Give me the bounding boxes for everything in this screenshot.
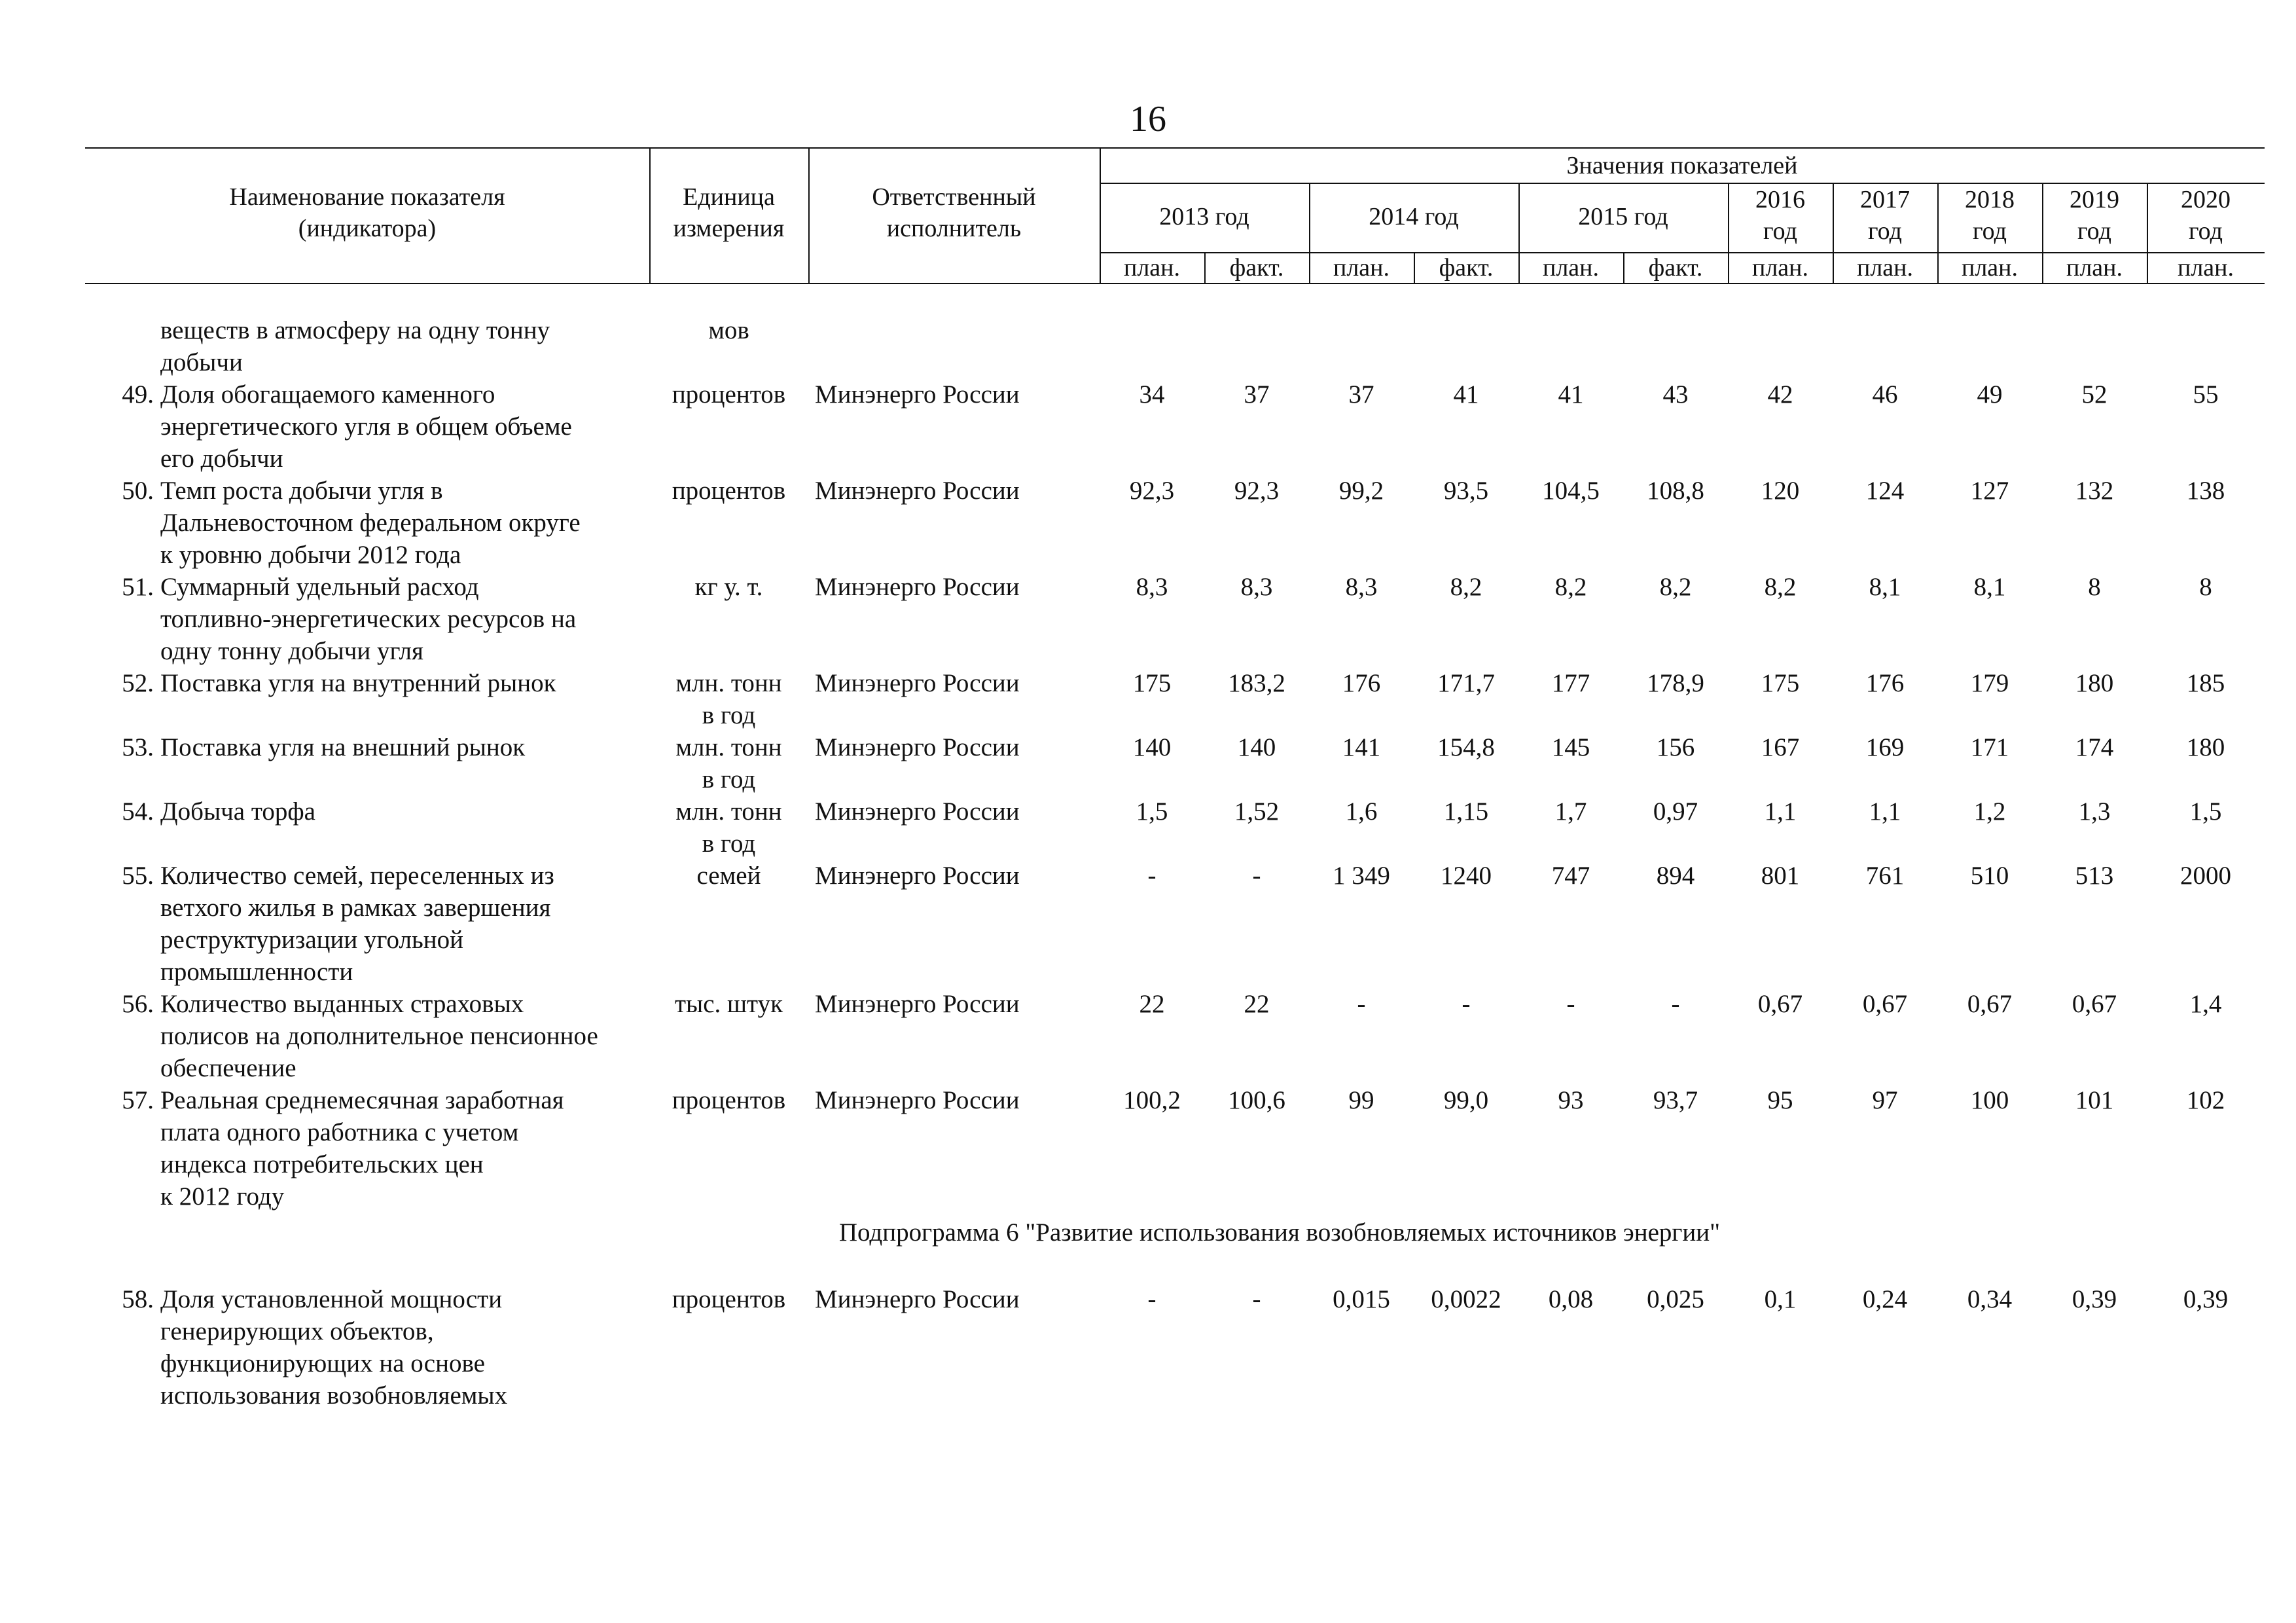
indicator-name — [160, 731, 645, 763]
responsible-executor: Минэнерго России — [815, 669, 1020, 697]
indicator-name-line: Количество семей, переселенных из — [160, 862, 554, 890]
value-cell: 183,2 — [1228, 669, 1285, 697]
unit-line: тыс. штук — [674, 990, 783, 1018]
sub-2015-plan: план. — [1542, 254, 1599, 282]
row-number: 55. — [122, 862, 154, 890]
value-cell: 92,3 — [1129, 477, 1175, 505]
value-cell: - — [1147, 862, 1157, 890]
row-number: 53. — [122, 733, 154, 761]
value-cell: 1,52 — [1234, 797, 1280, 826]
value-cell: 1,1 — [1764, 797, 1797, 826]
value-cell: 0,39 — [2183, 1285, 2229, 1313]
sub-2018-plan: план. — [1961, 254, 2018, 282]
header-year-2018: 2018 год — [1965, 186, 2015, 245]
responsible-executor: Минэнерго России — [815, 380, 1020, 409]
value-cell: 8,3 — [1240, 573, 1273, 601]
value-cell: 0,1 — [1764, 1285, 1797, 1313]
unit — [649, 731, 808, 795]
sub-2014-plan: план. — [1333, 254, 1390, 282]
value-cell: 1240 — [1441, 862, 1492, 890]
value-cell: 141 — [1342, 733, 1381, 761]
indicator-name-line: полисов на дополнительное пенсионное — [160, 1022, 598, 1050]
value-cell: 132 — [2075, 477, 2114, 505]
value-cell: 52 — [2081, 380, 2108, 409]
indicator-name-line: Суммарный удельный расход — [160, 573, 479, 601]
value-cell: 180 — [2186, 733, 2225, 761]
value-cell: 1,5 — [1136, 797, 1168, 826]
responsible-executor: Минэнерго России — [815, 573, 1020, 601]
value-cell: 8 — [2199, 573, 2212, 601]
value-cell: 176 — [1865, 669, 1905, 697]
value-cell: 175 — [1132, 669, 1172, 697]
unit — [649, 795, 808, 860]
indicator-name — [160, 475, 645, 571]
value-cell: 0,97 — [1653, 797, 1698, 826]
indicator-name-line: Дальневосточном федеральном округе — [160, 509, 581, 537]
continuation-name: веществ в атмосферу на одну тонну добычи — [160, 316, 550, 376]
value-cell: 41 — [1453, 380, 1479, 409]
value-cell: 513 — [2075, 862, 2114, 890]
indicator-name-line: Количество выданных страховых — [160, 990, 524, 1018]
indicator-name-line: одну тонну добычи угля — [160, 637, 423, 665]
value-cell: 97 — [1872, 1086, 1898, 1114]
value-cell: 8,1 — [1869, 573, 1901, 601]
value-cell: 0,025 — [1647, 1285, 1704, 1313]
sub-2020-plan: план. — [2177, 254, 2234, 282]
indicator-name — [160, 1283, 645, 1412]
value-cell: 169 — [1865, 733, 1905, 761]
value-cell: 8,3 — [1345, 573, 1378, 601]
value-cell: 2000 — [2180, 862, 2231, 890]
value-cell: 34 — [1139, 380, 1165, 409]
sub-2013-fact: факт. — [1229, 254, 1284, 282]
responsible-executor: Минэнерго России — [815, 733, 1020, 761]
value-cell: 180 — [2075, 669, 2114, 697]
sub-2013-plan: план. — [1123, 254, 1180, 282]
responsible-executor: Минэнерго России — [815, 990, 1020, 1018]
value-cell: 93,5 — [1443, 477, 1489, 505]
value-cell: 176 — [1342, 669, 1381, 697]
responsible-executor: Минэнерго России — [815, 1285, 1020, 1313]
indicator-name-line: промышленности — [160, 958, 353, 986]
page-number: 16 — [1130, 99, 1166, 139]
unit-line: процентов — [672, 1086, 786, 1114]
header-unit-col: Единица измерения — [673, 183, 785, 242]
row-number: 51. — [122, 573, 154, 601]
sub-2017-plan: план. — [1856, 254, 1913, 282]
row-number: 57. — [122, 1086, 154, 1114]
unit-line: семей — [696, 862, 761, 890]
value-cell: 46 — [1872, 380, 1898, 409]
value-cell: 140 — [1237, 733, 1276, 761]
indicator-name-line: ветхого жилья в рамках завершения — [160, 894, 551, 922]
value-cell: 171,7 — [1437, 669, 1495, 697]
value-cell: 178,9 — [1647, 669, 1704, 697]
value-cell: 108,8 — [1647, 477, 1704, 505]
value-cell: - — [1252, 862, 1261, 890]
value-cell: - — [1671, 990, 1680, 1018]
value-cell: 55 — [2193, 380, 2219, 409]
indicator-name-line: энергетического угля в общем объеме — [160, 412, 572, 441]
value-cell: 179 — [1970, 669, 2009, 697]
value-cell: 1,3 — [2078, 797, 2111, 826]
value-cell: 1 349 — [1333, 862, 1390, 890]
sub-2019-plan: план. — [2066, 254, 2123, 282]
table-header — [85, 147, 2265, 285]
unit — [649, 1283, 808, 1315]
indicator-name — [160, 378, 645, 475]
indicator-name-line: использования возобновляемых — [160, 1381, 508, 1410]
sub-2015-fact: факт. — [1648, 254, 1703, 282]
value-cell: 95 — [1767, 1086, 1793, 1114]
indicator-name-line: функционирующих на основе — [160, 1349, 485, 1377]
value-cell: 0,67 — [1757, 990, 1803, 1018]
value-cell: 93,7 — [1653, 1086, 1698, 1114]
value-cell: 894 — [1656, 862, 1695, 890]
value-cell: 177 — [1551, 669, 1590, 697]
value-cell: 22 — [1139, 990, 1165, 1018]
indicator-name-line: к 2012 году — [160, 1182, 285, 1211]
unit — [649, 571, 808, 603]
value-cell: 510 — [1970, 862, 2009, 890]
subprogram-title: Подпрограмма 6 "Развитие использования возобновляемых источников энергии" — [838, 1218, 1721, 1247]
value-cell: - — [1462, 990, 1471, 1018]
value-cell: 0,34 — [1967, 1285, 2013, 1313]
indicator-name-line: реструктуризации угольной — [160, 926, 464, 954]
value-cell: 801 — [1761, 862, 1800, 890]
value-cell: 0,0022 — [1431, 1285, 1501, 1313]
value-cell: 120 — [1761, 477, 1800, 505]
value-cell: 37 — [1348, 380, 1374, 409]
value-cell: 99,0 — [1443, 1086, 1489, 1114]
value-cell: 171 — [1970, 733, 2009, 761]
value-cell: 167 — [1761, 733, 1800, 761]
continuation-unit: мов — [708, 316, 749, 344]
value-cell: - — [1252, 1285, 1261, 1313]
indicator-name-line: Доля обогащаемого каменного — [160, 380, 495, 409]
unit — [649, 860, 808, 892]
value-cell: 1,2 — [1973, 797, 2006, 826]
indicator-name — [160, 571, 645, 667]
value-cell: - — [1566, 990, 1575, 1018]
row-number: 52. — [122, 669, 154, 697]
value-cell: 156 — [1656, 733, 1695, 761]
unit-line: процентов — [672, 1285, 786, 1313]
header-values-title: Значения показателей — [1566, 152, 1798, 179]
value-cell: 99 — [1348, 1086, 1374, 1114]
indicator-name-line: Доля установленной мощности — [160, 1285, 503, 1313]
value-cell: 145 — [1551, 733, 1590, 761]
header-name-col: Наименование показателя (индикатора) — [229, 183, 505, 242]
value-cell: 0,67 — [1967, 990, 2013, 1018]
sub-2016-plan: план. — [1751, 254, 1808, 282]
header-year-2017: 2017 год — [1860, 186, 1910, 245]
indicator-name-line: плата одного работника с учетом — [160, 1118, 519, 1146]
value-cell: 140 — [1132, 733, 1172, 761]
indicator-name-line: Поставка угля на внутренний рынок — [160, 669, 556, 697]
value-cell: 41 — [1558, 380, 1584, 409]
row-number: 56. — [122, 990, 154, 1018]
unit-line: кг у. т. — [694, 573, 763, 601]
unit-line: процентов — [672, 477, 786, 505]
value-cell: - — [1147, 1285, 1157, 1313]
value-cell: 1,4 — [2189, 990, 2222, 1018]
responsible-executor: Минэнерго России — [815, 797, 1020, 826]
unit-line: процентов — [672, 380, 786, 409]
value-cell: 43 — [1662, 380, 1689, 409]
row-number: 58. — [122, 1285, 154, 1313]
value-cell: 8,2 — [1450, 573, 1482, 601]
indicator-name-line: генерирующих объектов, — [160, 1317, 434, 1345]
value-cell: 174 — [2075, 733, 2114, 761]
value-cell: 100,2 — [1123, 1086, 1181, 1114]
value-cell: - — [1357, 990, 1366, 1018]
unit-line: млн. тонн — [675, 797, 782, 826]
responsible-executor: Минэнерго России — [815, 862, 1020, 890]
value-cell: 1,1 — [1869, 797, 1901, 826]
value-cell: 92,3 — [1234, 477, 1280, 505]
value-cell: 42 — [1767, 380, 1793, 409]
indicator-name-line: Реальная среднемесячная заработная — [160, 1086, 564, 1114]
value-cell: 0,67 — [2072, 990, 2117, 1018]
unit-line: в год — [702, 701, 756, 729]
value-cell: 127 — [1970, 477, 2009, 505]
unit-line: в год — [702, 765, 756, 793]
unit-line: в год — [702, 830, 756, 858]
row-number: 54. — [122, 797, 154, 826]
indicator-name-line: его добычи — [160, 445, 283, 473]
value-cell: 8 — [2088, 573, 2101, 601]
value-cell: 8,3 — [1136, 573, 1168, 601]
indicator-name-line: обеспечение — [160, 1054, 296, 1082]
value-cell: 0,015 — [1333, 1285, 1390, 1313]
header-year-2016: 2016 год — [1755, 186, 1805, 245]
value-cell: 747 — [1551, 862, 1590, 890]
value-cell: 761 — [1865, 862, 1905, 890]
value-cell: 124 — [1865, 477, 1905, 505]
value-cell: 93 — [1558, 1086, 1584, 1114]
unit — [649, 378, 808, 410]
header-exec-col: Ответственный исполнитель — [872, 183, 1036, 242]
value-cell: 0,39 — [2072, 1285, 2117, 1313]
value-cell: 104,5 — [1542, 477, 1600, 505]
indicator-name-line: индекса потребительских цен — [160, 1150, 484, 1178]
unit — [649, 1084, 808, 1116]
indicator-name-line: к уровню добычи 2012 года — [160, 541, 461, 569]
value-cell: 175 — [1761, 669, 1800, 697]
value-cell: 1,7 — [1554, 797, 1587, 826]
header-year-2019: 2019 год — [2070, 186, 2119, 245]
value-cell: 154,8 — [1437, 733, 1495, 761]
value-cell: 100 — [1970, 1086, 2009, 1114]
value-cell: 8,1 — [1973, 573, 2006, 601]
unit-line: млн. тонн — [675, 733, 782, 761]
value-cell: 99,2 — [1338, 477, 1384, 505]
value-cell: 1,15 — [1443, 797, 1489, 826]
value-cell: 8,2 — [1764, 573, 1797, 601]
indicator-name-line: Темп роста добычи угля в — [160, 477, 443, 505]
indicator-name — [160, 667, 645, 699]
value-cell: 1,6 — [1345, 797, 1378, 826]
row-number: 50. — [122, 477, 154, 505]
indicator-name — [160, 860, 645, 988]
value-cell: 102 — [2186, 1086, 2225, 1114]
indicator-name — [160, 1084, 645, 1213]
header-year-2014: 2014 год — [1369, 203, 1459, 230]
value-cell: 0,24 — [1862, 1285, 1908, 1313]
value-cell: 100,6 — [1228, 1086, 1285, 1114]
value-cell: 101 — [2075, 1086, 2114, 1114]
unit-line: млн. тонн — [675, 669, 782, 697]
indicator-name-line: Добыча торфа — [160, 797, 315, 826]
indicator-name-line: Поставка угля на внешний рынок — [160, 733, 526, 761]
sub-2014-fact: факт. — [1439, 254, 1494, 282]
value-cell: 8,2 — [1554, 573, 1587, 601]
value-cell: 1,5 — [2189, 797, 2222, 826]
value-cell: 138 — [2186, 477, 2225, 505]
header-year-2013: 2013 год — [1159, 203, 1249, 230]
responsible-executor: Минэнерго России — [815, 477, 1020, 505]
value-cell: 0,67 — [1862, 990, 1908, 1018]
value-cell: 0,08 — [1548, 1285, 1594, 1313]
value-cell: 49 — [1977, 380, 2003, 409]
value-cell: 8,2 — [1659, 573, 1692, 601]
value-cell: 185 — [2186, 669, 2225, 697]
row-number: 49. — [122, 380, 154, 409]
indicator-name — [160, 988, 645, 1084]
indicator-name-line: топливно-энергетических ресурсов на — [160, 605, 577, 633]
responsible-executor: Минэнерго России — [815, 1086, 1020, 1114]
value-cell: 37 — [1244, 380, 1270, 409]
header-year-2015: 2015 год — [1578, 203, 1668, 230]
value-cell: 22 — [1244, 990, 1270, 1018]
header-year-2020: 2020 год — [2181, 186, 2231, 245]
unit — [649, 667, 808, 731]
unit — [649, 988, 808, 1020]
unit — [649, 475, 808, 507]
indicator-name — [160, 795, 645, 828]
